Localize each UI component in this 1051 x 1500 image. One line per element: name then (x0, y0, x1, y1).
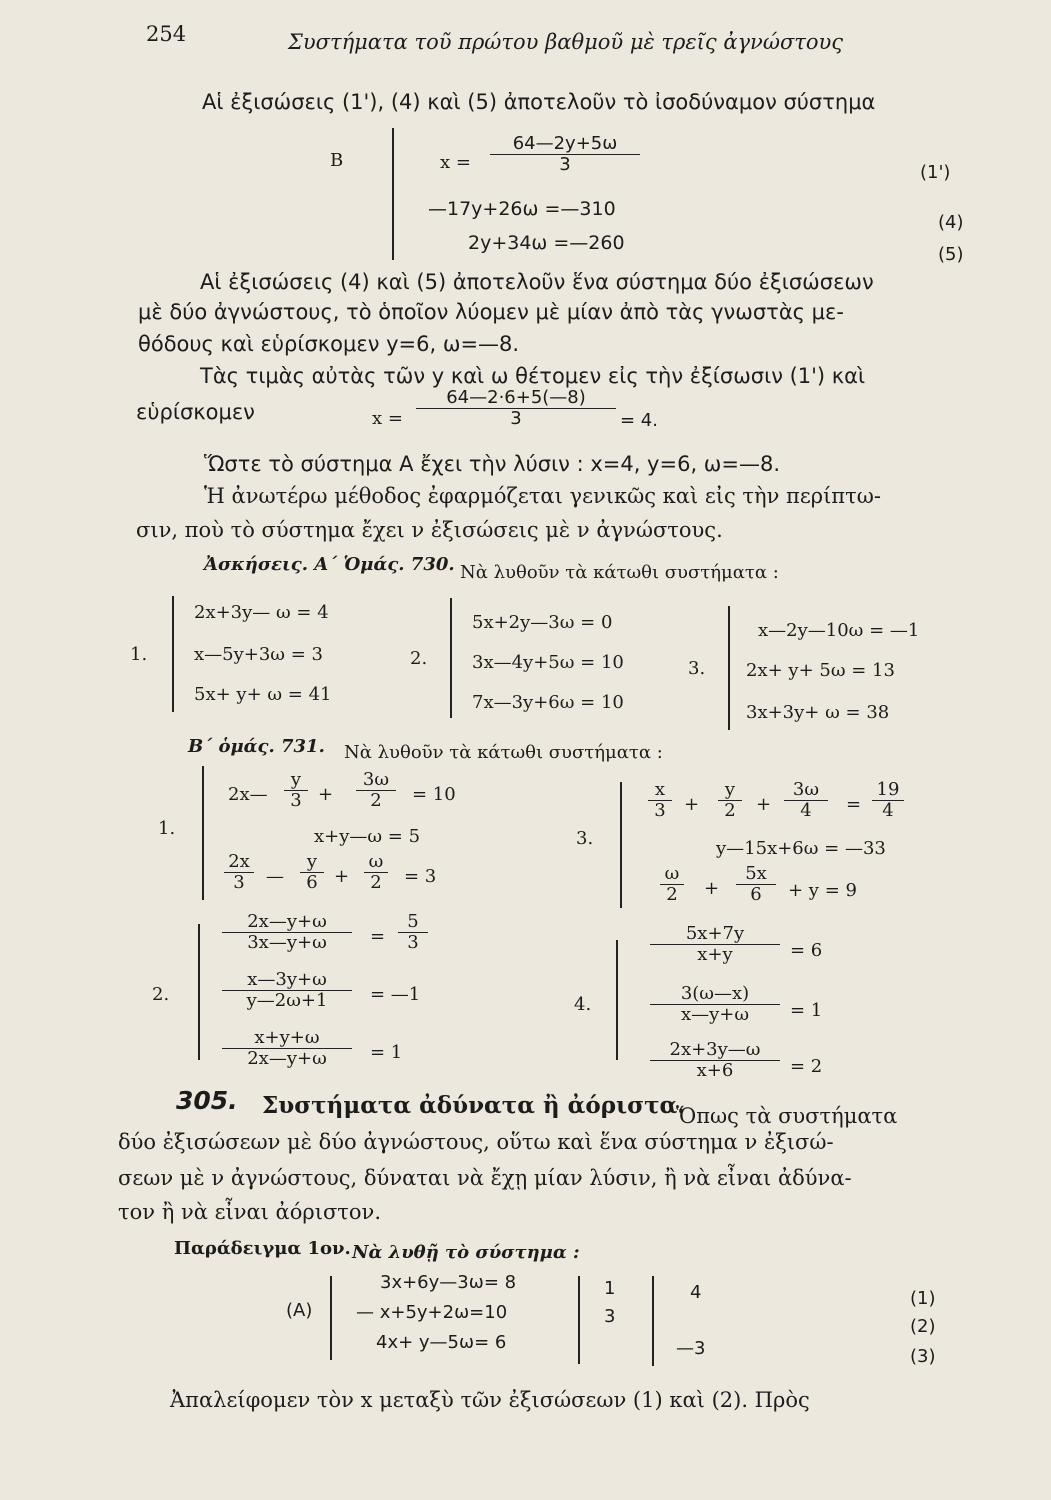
ex730-s1-eq: 2x+3y— ω = 4 (194, 602, 329, 623)
frac-den: 2 (370, 790, 382, 811)
section-line-2: δύο ἐξισώσεων μὲ δύο ἀγνώστους, οὕτω καὶ ἕνα σύστημα ν ἐξισώ- (118, 1130, 834, 1154)
s1r1-frac2 (356, 770, 396, 811)
ex730-s3-num: 3. (688, 658, 706, 679)
line5-numerator: 64—2·6+5(—8) (416, 388, 616, 409)
frac-num: 2x (224, 852, 254, 873)
eq1-numerator: 64—2y+5ω (490, 134, 640, 155)
s3r1-plus1: + (684, 794, 700, 815)
frac-num: x—3y+ω (222, 970, 352, 991)
frac-num: x+y+ω (222, 1028, 352, 1049)
frac-den: 6 (750, 884, 762, 905)
ex731-s1-num: 1. (158, 818, 176, 839)
page-number: 254 (146, 22, 187, 46)
frac-num: 19 (872, 780, 904, 801)
s4r1-rhs: = 6 (790, 940, 823, 961)
s1r1-plus: + (318, 784, 334, 805)
para-line-2: μὲ δύο ἀγνώστους, τὸ ὁποῖον λύομεν μὲ μίαν ἀπὸ τὰς γνωστὰς με- (138, 300, 844, 324)
s3r1-eq: = (846, 794, 862, 815)
ex730-s3-eq: 3x+3y+ ω = 38 (746, 702, 890, 723)
s1r3-frac3 (364, 852, 388, 893)
multiplier-col2: 4 (690, 1282, 702, 1303)
s1r1-frac1 (284, 770, 308, 811)
ex731-s4-num: 4. (574, 994, 592, 1015)
system-b-eq1-frac (490, 134, 640, 175)
para-line-8: σιν, ποὺ τὸ σύστημα ἔχει ν ἐξισώσεις μὲ ν ἀγνώστους. (136, 518, 723, 542)
para-line-3: θόδους καὶ εὑρίσκομεν y=6, ω=—8. (138, 332, 520, 356)
s3r2: y—15x+6ω = —33 (716, 838, 886, 859)
section-line-4: τον ἢ νὰ εἶναι ἀόριστον. (118, 1200, 381, 1224)
ex730-s2-brace (450, 598, 452, 718)
frac-den: 2x—y+ω (247, 1048, 327, 1069)
s1r3-minus: — (266, 866, 284, 887)
s4r2-rhs: = 1 (790, 1000, 823, 1021)
s3r1-rhs-frac (872, 780, 904, 821)
s2r2-rhs: = —1 (370, 984, 421, 1005)
frac-den: 3 (233, 872, 245, 893)
para-line-5-rhs: = 4. (620, 410, 658, 431)
s1r3-frac2 (300, 852, 324, 893)
system-b-eq1-lhs: x = (440, 152, 471, 173)
s2r3-rhs: = 1 (370, 1042, 403, 1063)
frac-num: 2x—y+ω (222, 912, 352, 933)
s2r1-frac (222, 912, 352, 953)
s1r3-plus: + (334, 866, 350, 887)
multiplier-col1: 3 (604, 1306, 616, 1327)
section-line-3: σεων μὲ ν ἀγνώστους, δύναται νὰ ἔχῃ μίαν λύσιν, ἢ νὰ εἶναι ἀδύνα- (118, 1166, 852, 1190)
example-text: Νὰ λυθῇ τὸ σύστημα : (352, 1242, 580, 1263)
s3r1-frac3 (784, 780, 828, 821)
example-eq: 3x+6y—3ω= 8 (380, 1272, 517, 1293)
example-tag: (3) (910, 1346, 936, 1367)
frac-den: 2 (370, 872, 382, 893)
frac-den: 4 (882, 800, 894, 821)
ex731-s4-brace (616, 940, 618, 1060)
para-line-7: Ἡ ἀνωτέρω μέθοδος ἐφαρμόζεται γενικῶς καὶ εἰς τὴν περίπτω- (204, 484, 881, 508)
system-b-tag-1: (1') (920, 162, 951, 183)
ex731-text: Νὰ λυθοῦν τὰ κάτωθι συστήματα : (344, 742, 663, 763)
ex730-s2-eq: 3x—4y+5ω = 10 (472, 652, 624, 673)
frac-num: 5 (398, 912, 428, 933)
ex730-label: Ἀσκήσεις. Α΄ Ὁμάς. 730. (204, 554, 455, 575)
s1r2: x+y—ω = 5 (314, 826, 421, 847)
system-b-brace (392, 128, 394, 260)
frac-den: 3x—y+ω (247, 932, 327, 953)
frac-num: y (718, 780, 742, 801)
s2r2-frac (222, 970, 352, 1011)
eq1-denominator: 3 (559, 154, 571, 175)
s3r3-plus: + (704, 878, 720, 899)
system-label-b: B (330, 150, 344, 171)
section-number: 305. (176, 1086, 238, 1115)
section-line-1: Ὅπως τὰ συστήματα (676, 1104, 898, 1128)
ex730-s1-num: 1. (130, 644, 148, 665)
ex731-s2-num: 2. (152, 984, 170, 1005)
s3r3-frac2 (736, 864, 776, 905)
system-b-tag-4: (4) (938, 212, 964, 233)
s4r3-frac (650, 1040, 780, 1081)
frac-num: x (648, 780, 672, 801)
frac-den: 4 (800, 800, 812, 821)
ex730-s2-eq: 7x—3y+6ω = 10 (472, 692, 624, 713)
s1r3-rhs: = 3 (404, 866, 437, 887)
para-line-5-text: εὑρίσκομεν (136, 400, 255, 424)
multiplier-col1: 1 (604, 1278, 616, 1299)
para-line-6: Ὥστε τὸ σύστημα A ἔχει τὴν λύσιν : x=4, y=6, ω=—8. (204, 452, 781, 476)
frac-num: ω (364, 852, 388, 873)
frac-den: 3 (290, 790, 302, 811)
example-divider-1 (578, 1276, 580, 1364)
system-b-eq2: —17y+26ω =—310 (428, 198, 616, 220)
s3r3-rhs: + y = 9 (788, 880, 857, 901)
para-line-4: Τὰς τιμὰς αὐτὰς τῶν y καὶ ω θέτομεν εἰς τὴν ἐξίσωσιν (1') καὶ (200, 364, 866, 388)
intro-line: Αἱ ἐξισώσεις (1'), (4) καὶ (5) ἀποτελοῦν τὸ ἰσοδύναμον σύστημα (202, 90, 876, 114)
frac-num: ω (660, 864, 684, 885)
ex731-s3-brace (620, 782, 622, 908)
example-last-line: Ἀπαλείφομεν τὸν x μεταξὺ τῶν ἐξισώσεων (1) καὶ (2). Πρὸς (170, 1388, 810, 1412)
ex731-s1-brace (202, 766, 204, 900)
s1r1-a: 2x— (228, 784, 268, 805)
frac-den: 2 (724, 800, 736, 821)
s2r1-eq: = (370, 926, 386, 947)
frac-den: x+6 (696, 1060, 734, 1081)
frac-den: x+y (697, 944, 733, 965)
frac-num: 3ω (356, 770, 396, 791)
frac-den: y—2ω+1 (246, 990, 328, 1011)
frac-num: 5x (736, 864, 776, 885)
s4r1-frac (650, 924, 780, 965)
ex730-text: Νὰ λυθοῦν τὰ κάτωθι συστήματα : (460, 562, 779, 583)
frac-num: 3ω (784, 780, 828, 801)
frac-num: y (300, 852, 324, 873)
example-system-label: (A) (286, 1300, 313, 1321)
frac-num: y (284, 770, 308, 791)
section-title: Συστήματα ἀδύνατα ἢ ἀόριστα. (262, 1092, 686, 1119)
ex731-s2-brace (198, 924, 200, 1060)
ex730-s1-eq: 5x+ y+ ω = 41 (194, 684, 332, 705)
ex730-s1-eq: x—5y+3ω = 3 (194, 644, 323, 665)
example-brace (330, 1276, 332, 1360)
s4r3-rhs: = 2 (790, 1056, 823, 1077)
frac-num: 3(ω—x) (650, 984, 780, 1005)
s1r1-rhs: = 10 (412, 784, 456, 805)
example-eq: 4x+ y—5ω= 6 (376, 1332, 507, 1353)
system-b-eq3: 2y+34ω =—260 (468, 232, 625, 254)
example-eq: — x+5y+2ω=10 (356, 1302, 508, 1323)
frac-num: 2x+3y—ω (650, 1040, 780, 1061)
ex730-s2-num: 2. (410, 648, 428, 669)
example-tag: (1) (910, 1288, 936, 1309)
multiplier-col2: —3 (676, 1338, 706, 1359)
frac-den: 2 (666, 884, 678, 905)
ex730-s3-eq: 2x+ y+ 5ω = 13 (746, 660, 895, 681)
example-divider-2 (652, 1276, 654, 1366)
s3r1-frac1 (648, 780, 672, 821)
s3r1-frac2 (718, 780, 742, 821)
frac-num: 5x+7y (650, 924, 780, 945)
ex730-s3-brace (728, 606, 730, 730)
s2r1-rhs-frac (398, 912, 428, 953)
s3r1-plus2: + (756, 794, 772, 815)
s4r2-frac (650, 984, 780, 1025)
ex731-label: Β΄ ὁμάς. 731. (188, 736, 325, 757)
ex731-s3-num: 3. (576, 828, 594, 849)
frac-den: 3 (407, 932, 419, 953)
frac-den: 3 (654, 800, 666, 821)
para-line-5-frac (416, 388, 616, 429)
frac-den: x—y+ω (680, 1004, 750, 1025)
para-line-1: Αἱ ἐξισώσεις (4) καὶ (5) ἀποτελοῦν ἕνα σύστημα δύο ἐξισώσεων (200, 270, 874, 294)
s3r3-frac1 (660, 864, 684, 905)
para-line-5-lhs: x = (372, 408, 403, 429)
s2r3-frac (222, 1028, 352, 1069)
running-title: Συστήματα τοῦ πρώτου βαθμοῦ μὲ τρεῖς ἀγνώστους (288, 30, 844, 54)
ex730-s1-brace (172, 596, 174, 712)
ex730-s2-eq: 5x+2y—3ω = 0 (472, 612, 613, 633)
line5-denominator: 3 (510, 408, 522, 429)
example-label: Παράδειγμα 1ον. (174, 1238, 351, 1259)
system-b-tag-5: (5) (938, 244, 964, 265)
ex730-s3-eq: x—2y—10ω = —1 (758, 620, 920, 641)
s1r3-frac1 (224, 852, 254, 893)
example-tag: (2) (910, 1316, 936, 1337)
frac-den: 6 (306, 872, 318, 893)
